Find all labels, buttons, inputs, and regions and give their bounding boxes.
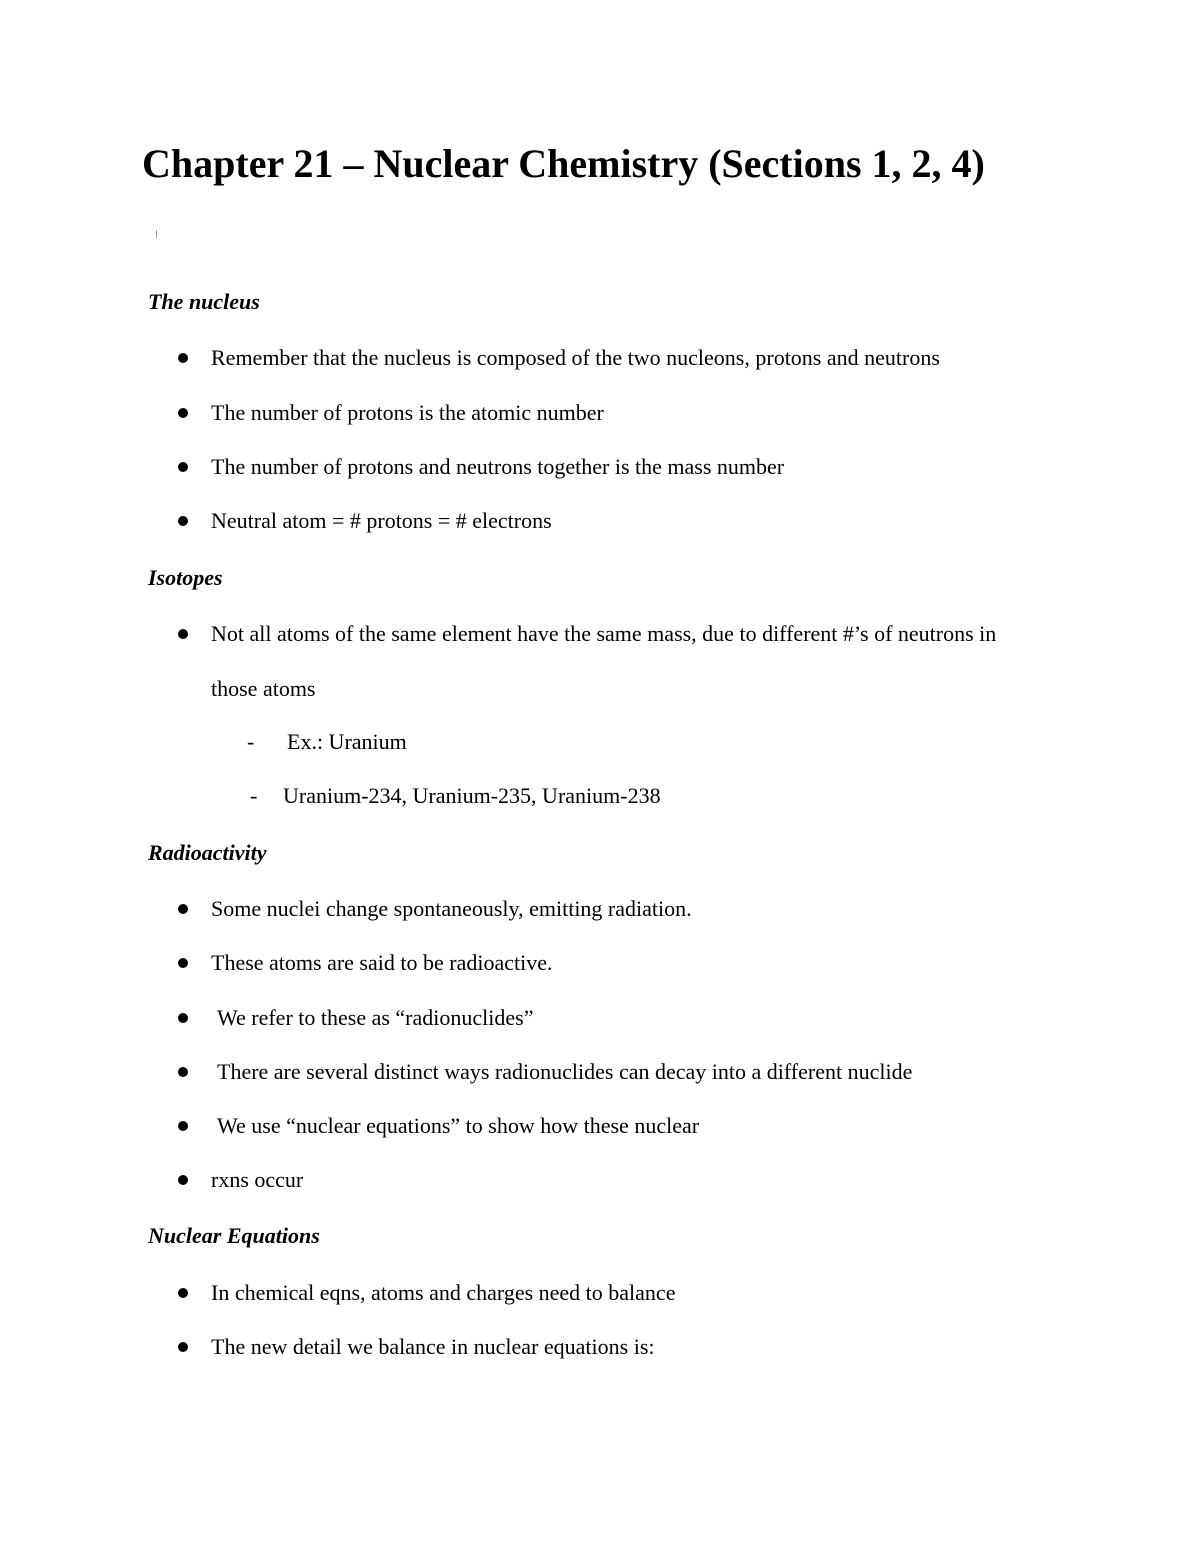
list-item: The new detail we balance in nuclear equations is: [211,1334,655,1359]
bullet-icon [178,1175,188,1185]
section-heading-isotopes: Isotopes [148,565,223,590]
bullet-icon [178,408,188,418]
bullet-icon [178,629,188,639]
bullet-icon [178,462,188,472]
list-item: We refer to these as “radionuclides” [217,1005,534,1030]
list-item: The number of protons is the atomic number [211,400,604,425]
bullet-icon [178,353,188,363]
bullet-icon [178,516,188,526]
list-item: These atoms are said to be radioactive. [211,950,553,975]
page-title: Chapter 21 – Nuclear Chemistry (Sections 1, 2, 4) [142,141,985,186]
section-heading-radioactivity: Radioactivity [148,840,267,865]
section-heading-nucleus: The nucleus [148,289,260,314]
sub-list-item: Uranium-234, Uranium-235, Uranium-238 [283,783,661,808]
bullet-icon [178,1288,188,1298]
stray-mark [156,230,157,238]
list-item: Neutral atom = # protons = # electrons [211,508,552,533]
list-item: Some nuclei change spontaneously, emitting radiation. [211,896,692,921]
list-item: There are several distinct ways radionuclides can decay into a different nuclide [217,1059,913,1084]
bullet-icon [178,1067,188,1077]
list-item-continuation: those atoms [211,676,316,701]
list-item: rxns occur [211,1167,304,1192]
list-item: Remember that the nucleus is composed of the two nucleons, protons and neutrons [211,345,940,370]
list-item: The number of protons and neutrons together is the mass number [211,454,785,479]
bullet-icon [178,1342,188,1352]
section-heading-nuclear-equations: Nuclear Equations [148,1223,320,1248]
bullet-icon [178,1013,188,1023]
sub-list-item: Ex.: Uranium [287,729,407,754]
list-item: Not all atoms of the same element have the same mass, due to different #’s of neutrons in [211,621,997,646]
list-item: In chemical eqns, atoms and charges need to balance [211,1280,676,1305]
dash-marker: - [250,783,258,808]
list-item: We use “nuclear equations” to show how these nuclear [217,1113,700,1138]
bullet-icon [178,904,188,914]
dash-marker: - [247,729,255,754]
bullet-icon [178,1121,188,1131]
bullet-icon [178,958,188,968]
